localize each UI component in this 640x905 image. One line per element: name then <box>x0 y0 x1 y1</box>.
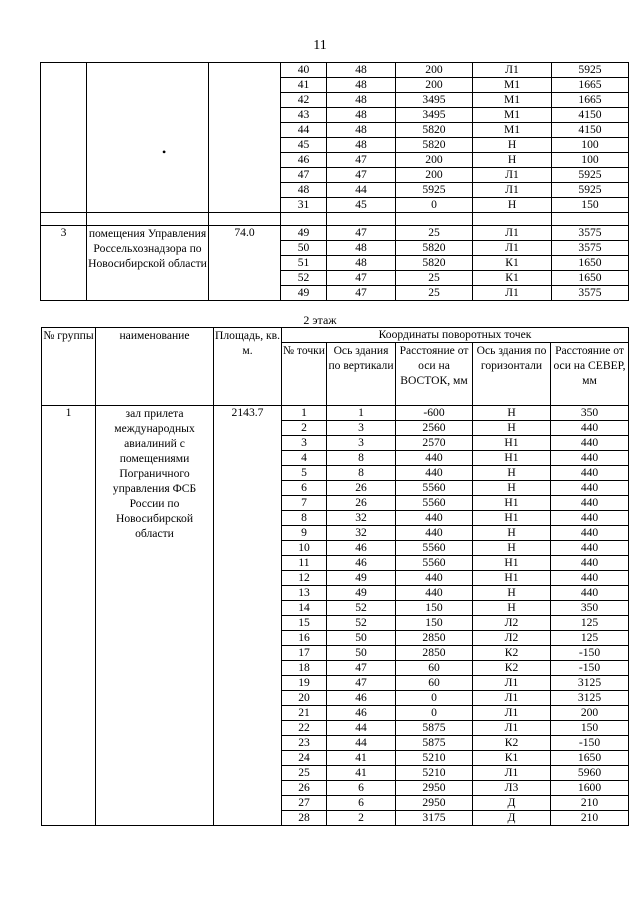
name-cell <box>87 63 209 213</box>
vertical-axis-cell: 3 <box>327 436 396 451</box>
horizontal-axis-cell: Л1 <box>473 183 552 198</box>
north-distance-cell: 440 <box>551 571 629 586</box>
group-number: 3 <box>41 226 87 301</box>
horizontal-axis-cell: М1 <box>473 93 552 108</box>
horizontal-axis-cell: Л3 <box>473 781 551 796</box>
horizontal-axis-cell: Л1 <box>473 676 551 691</box>
east-distance-cell: 3495 <box>396 93 473 108</box>
north-distance-cell: -150 <box>551 646 629 661</box>
north-distance-cell: 440 <box>551 451 629 466</box>
horizontal-axis-cell: Н <box>473 466 551 481</box>
east-distance-cell: 2850 <box>396 631 473 646</box>
east-distance-cell: 3175 <box>396 811 473 826</box>
vertical-axis-cell: 50 <box>327 646 396 661</box>
vertical-axis-cell: 26 <box>327 481 396 496</box>
point-num-cell: 25 <box>282 766 327 781</box>
point-num-cell: 45 <box>281 138 327 153</box>
east-distance-cell: 0 <box>396 198 473 213</box>
north-distance-cell: 5925 <box>552 168 629 183</box>
north-distance-cell: 440 <box>551 526 629 541</box>
north-distance-cell: 210 <box>551 811 629 826</box>
vertical-axis-cell: 47 <box>327 168 396 183</box>
vertical-axis-cell: 47 <box>327 676 396 691</box>
east-distance-cell: 5820 <box>396 123 473 138</box>
horizontal-axis-cell: Л1 <box>473 168 552 183</box>
east-distance-cell: 0 <box>396 691 473 706</box>
point-num-cell: 3 <box>282 436 327 451</box>
vertical-axis-cell: 46 <box>327 706 396 721</box>
header-group-num: № группы <box>42 328 96 406</box>
east-distance-cell: 25 <box>396 286 473 301</box>
point-num-cell: 7 <box>282 496 327 511</box>
horizontal-axis-cell: Н1 <box>473 511 551 526</box>
east-distance-cell: 2850 <box>396 646 473 661</box>
vertical-axis-cell: 41 <box>327 751 396 766</box>
vertical-axis-cell: 47 <box>327 286 396 301</box>
point-num-cell: 12 <box>282 571 327 586</box>
vertical-axis-cell: 1 <box>327 406 396 421</box>
horizontal-axis-cell: К2 <box>473 736 551 751</box>
point-num-cell: 44 <box>281 123 327 138</box>
point-num-cell: 27 <box>282 796 327 811</box>
vertical-axis-cell: 48 <box>327 241 396 256</box>
east-distance-cell: 0 <box>396 706 473 721</box>
north-distance-cell: 440 <box>551 496 629 511</box>
north-distance-cell: 4150 <box>552 108 629 123</box>
north-distance-cell: 3125 <box>551 676 629 691</box>
point-num-cell: 31 <box>281 198 327 213</box>
east-distance-cell: 440 <box>396 586 473 601</box>
horizontal-axis-cell: Л2 <box>473 616 551 631</box>
point-num-cell: 42 <box>281 93 327 108</box>
horizontal-axis-cell: Н1 <box>473 436 551 451</box>
vertical-axis-cell: 47 <box>327 226 396 241</box>
table-row <box>41 63 629 78</box>
point-num-cell: 43 <box>281 108 327 123</box>
horizontal-axis-cell: Н <box>473 153 552 168</box>
vertical-axis-cell: 32 <box>327 511 396 526</box>
point-num-cell: 6 <box>282 481 327 496</box>
vertical-axis-cell: 48 <box>327 93 396 108</box>
horizontal-axis-cell: К1 <box>473 751 551 766</box>
table-row <box>42 406 629 421</box>
point-num-cell: 48 <box>281 183 327 198</box>
vertical-axis-cell: 8 <box>327 451 396 466</box>
point-num-cell: 51 <box>281 256 327 271</box>
horizontal-axis-cell: Л1 <box>473 721 551 736</box>
vertical-axis-cell: 26 <box>327 496 396 511</box>
horizontal-axis-cell: Л1 <box>473 226 552 241</box>
east-distance-cell: 25 <box>396 226 473 241</box>
north-distance-cell: 440 <box>551 466 629 481</box>
vertical-axis-cell: 48 <box>327 63 396 78</box>
group-name: зал прилета международных авиалиний с помещениями Пограничного управления ФСБ России по Новосибирской области <box>96 406 214 826</box>
point-num-cell: 18 <box>282 661 327 676</box>
horizontal-axis-cell: М1 <box>473 108 552 123</box>
point-num-cell: 21 <box>282 706 327 721</box>
horizontal-axis-cell: Л1 <box>473 766 551 781</box>
east-distance-cell: 5925 <box>396 183 473 198</box>
horizontal-axis-cell: К2 <box>473 646 551 661</box>
horizontal-axis-cell: Н <box>473 481 551 496</box>
floor-2-table <box>41 327 629 826</box>
group-area: 74.0 <box>209 226 281 301</box>
area-cell <box>209 63 281 213</box>
horizontal-axis-cell: Н1 <box>473 556 551 571</box>
horizontal-axis-cell: К2 <box>473 661 551 676</box>
horizontal-axis-cell: Д <box>473 811 551 826</box>
east-distance-cell: 440 <box>396 451 473 466</box>
north-distance-cell: 3575 <box>552 241 629 256</box>
point-num-cell: 11 <box>282 556 327 571</box>
north-distance-cell: 4150 <box>552 123 629 138</box>
east-distance-cell: 5560 <box>396 496 473 511</box>
point-num-cell: 41 <box>281 78 327 93</box>
east-distance-cell: 200 <box>396 168 473 183</box>
vertical-axis-cell: 52 <box>327 601 396 616</box>
east-distance-cell: 25 <box>396 271 473 286</box>
point-num-cell: 40 <box>281 63 327 78</box>
east-distance-cell: 5875 <box>396 736 473 751</box>
vertical-axis-cell: 47 <box>327 661 396 676</box>
horizontal-axis-cell: Н <box>473 198 552 213</box>
east-distance-cell: 150 <box>396 616 473 631</box>
north-distance-cell: 5925 <box>552 63 629 78</box>
horizontal-axis-cell: Н <box>473 541 551 556</box>
east-distance-cell: -600 <box>396 406 473 421</box>
north-distance-cell: 1665 <box>552 78 629 93</box>
vertical-axis-cell: 44 <box>327 736 396 751</box>
header-north-distance: Расстояние от оси на СЕВЕР, мм <box>551 343 629 406</box>
vertical-axis-cell: 44 <box>327 721 396 736</box>
north-distance-cell: 5960 <box>551 766 629 781</box>
horizontal-axis-cell: Д <box>473 796 551 811</box>
north-distance-cell: 3575 <box>552 286 629 301</box>
east-distance-cell: 440 <box>396 571 473 586</box>
point-num-cell: 9 <box>282 526 327 541</box>
vertical-axis-cell: 41 <box>327 766 396 781</box>
horizontal-axis-cell: Л2 <box>473 631 551 646</box>
point-num-cell: 19 <box>282 676 327 691</box>
group-number: 1 <box>42 406 96 826</box>
horizontal-axis-cell: Н1 <box>473 571 551 586</box>
north-distance-cell: 100 <box>552 153 629 168</box>
east-distance-cell: 150 <box>396 601 473 616</box>
east-distance-cell: 5560 <box>396 481 473 496</box>
east-distance-cell: 2570 <box>396 436 473 451</box>
point-num-cell: 1 <box>282 406 327 421</box>
east-distance-cell: 60 <box>396 661 473 676</box>
point-num-cell: 52 <box>281 271 327 286</box>
group-name: помещения Управления Россельхознадзора по Новосибирской области <box>87 226 209 301</box>
horizontal-axis-cell: Н <box>473 138 552 153</box>
north-distance-cell: 125 <box>551 631 629 646</box>
east-distance-cell: 2950 <box>396 781 473 796</box>
horizontal-axis-cell: Н <box>473 421 551 436</box>
group-area: 2143.7 <box>214 406 282 826</box>
east-distance-cell: 440 <box>396 466 473 481</box>
north-distance-cell: -150 <box>551 661 629 676</box>
point-num-cell: 4 <box>282 451 327 466</box>
vertical-axis-cell: 48 <box>327 78 396 93</box>
point-num-cell: 47 <box>281 168 327 183</box>
horizontal-axis-cell: Н <box>473 526 551 541</box>
header-area: Площадь, кв. м. <box>214 328 282 406</box>
north-distance-cell: 210 <box>551 796 629 811</box>
horizontal-axis-cell: Л1 <box>473 63 552 78</box>
point-num-cell: 49 <box>281 286 327 301</box>
point-num-cell: 22 <box>282 721 327 736</box>
header-coords: Координаты поворотных точек <box>282 328 629 343</box>
vertical-axis-cell: 2 <box>327 811 396 826</box>
point-num-cell: 13 <box>282 586 327 601</box>
east-distance-cell: 5210 <box>396 766 473 781</box>
east-distance-cell: 2560 <box>396 421 473 436</box>
north-distance-cell: 440 <box>551 511 629 526</box>
top-table <box>40 62 629 301</box>
point-num-cell: 10 <box>282 541 327 556</box>
north-distance-cell: 440 <box>551 481 629 496</box>
vertical-axis-cell: 3 <box>327 421 396 436</box>
vertical-axis-cell: 48 <box>327 123 396 138</box>
north-distance-cell: 1665 <box>552 93 629 108</box>
north-distance-cell: 3125 <box>551 691 629 706</box>
horizontal-axis-cell: М1 <box>473 78 552 93</box>
east-distance-cell: 440 <box>396 511 473 526</box>
north-distance-cell: 5925 <box>552 183 629 198</box>
header-horizontal-axis: Ось здания по горизонтали <box>473 343 551 406</box>
north-distance-cell: 440 <box>551 586 629 601</box>
point-num-cell: 28 <box>282 811 327 826</box>
group-cell <box>41 63 87 213</box>
point-num-cell: 50 <box>281 241 327 256</box>
east-distance-cell: 5560 <box>396 541 473 556</box>
horizontal-axis-cell: К1 <box>473 271 552 286</box>
horizontal-axis-cell: Н <box>473 586 551 601</box>
east-distance-cell: 200 <box>396 78 473 93</box>
vertical-axis-cell: 8 <box>327 466 396 481</box>
north-distance-cell: 3575 <box>552 226 629 241</box>
point-num-cell: 46 <box>281 153 327 168</box>
north-distance-cell: 150 <box>551 721 629 736</box>
north-distance-cell: 440 <box>551 556 629 571</box>
horizontal-axis-cell: Н1 <box>473 496 551 511</box>
vertical-axis-cell: 47 <box>327 153 396 168</box>
north-distance-cell: 100 <box>552 138 629 153</box>
north-distance-cell: 350 <box>551 406 629 421</box>
vertical-axis-cell: 48 <box>327 138 396 153</box>
floor-title: 2 этаж <box>303 313 337 327</box>
north-distance-cell: 200 <box>551 706 629 721</box>
north-distance-cell: 1600 <box>551 781 629 796</box>
point-num-cell: 17 <box>282 646 327 661</box>
horizontal-axis-cell: Н1 <box>473 451 551 466</box>
header-east-distance: Расстояние от оси на ВОСТОК, мм <box>396 343 473 406</box>
vertical-axis-cell: 44 <box>327 183 396 198</box>
east-distance-cell: 5820 <box>396 256 473 271</box>
header-vertical-axis: Ось здания по вертикали <box>327 343 396 406</box>
point-num-cell: 20 <box>282 691 327 706</box>
horizontal-axis-cell: Н <box>473 601 551 616</box>
vertical-axis-cell: 32 <box>327 526 396 541</box>
east-distance-cell: 5820 <box>396 138 473 153</box>
vertical-axis-cell: 48 <box>327 256 396 271</box>
point-num-cell: 16 <box>282 631 327 646</box>
separator-cell <box>41 213 87 226</box>
vertical-axis-cell: 49 <box>327 586 396 601</box>
horizontal-axis-cell: Л1 <box>473 241 552 256</box>
vertical-axis-cell: 6 <box>327 781 396 796</box>
vertical-axis-cell: 46 <box>327 541 396 556</box>
north-distance-cell: 125 <box>551 616 629 631</box>
east-distance-cell: 3495 <box>396 108 473 123</box>
vertical-axis-cell: 6 <box>327 796 396 811</box>
east-distance-cell: 5820 <box>396 241 473 256</box>
north-distance-cell: 350 <box>551 601 629 616</box>
point-num-cell: 2 <box>282 421 327 436</box>
marker-dot: • <box>162 145 167 159</box>
east-distance-cell: 200 <box>396 153 473 168</box>
east-distance-cell: 60 <box>396 676 473 691</box>
vertical-axis-cell: 52 <box>327 616 396 631</box>
north-distance-cell: 1650 <box>551 751 629 766</box>
north-distance-cell: 440 <box>551 421 629 436</box>
horizontal-axis-cell: Л1 <box>473 286 552 301</box>
horizontal-axis-cell: К1 <box>473 256 552 271</box>
north-distance-cell: 1650 <box>552 256 629 271</box>
point-num-cell: 49 <box>281 226 327 241</box>
point-num-cell: 26 <box>282 781 327 796</box>
header-name: наименование <box>96 328 214 406</box>
horizontal-axis-cell: М1 <box>473 123 552 138</box>
east-distance-cell: 5875 <box>396 721 473 736</box>
horizontal-axis-cell: Л1 <box>473 706 551 721</box>
north-distance-cell: 1650 <box>552 271 629 286</box>
north-distance-cell: 150 <box>552 198 629 213</box>
point-num-cell: 15 <box>282 616 327 631</box>
vertical-axis-cell: 50 <box>327 631 396 646</box>
east-distance-cell: 5210 <box>396 751 473 766</box>
vertical-axis-cell: 47 <box>327 271 396 286</box>
point-num-cell: 5 <box>282 466 327 481</box>
north-distance-cell: 440 <box>551 541 629 556</box>
east-distance-cell: 2950 <box>396 796 473 811</box>
north-distance-cell: -150 <box>551 736 629 751</box>
east-distance-cell: 200 <box>396 63 473 78</box>
vertical-axis-cell: 46 <box>327 556 396 571</box>
vertical-axis-cell: 45 <box>327 198 396 213</box>
page-number: 11 <box>313 38 327 53</box>
north-distance-cell: 440 <box>551 436 629 451</box>
east-distance-cell: 5560 <box>396 556 473 571</box>
point-num-cell: 23 <box>282 736 327 751</box>
vertical-axis-cell: 49 <box>327 571 396 586</box>
point-num-cell: 24 <box>282 751 327 766</box>
point-num-cell: 8 <box>282 511 327 526</box>
horizontal-axis-cell: Л1 <box>473 691 551 706</box>
vertical-axis-cell: 48 <box>327 108 396 123</box>
header-point-num: № точки <box>282 343 327 406</box>
table-row <box>41 226 629 241</box>
vertical-axis-cell: 46 <box>327 691 396 706</box>
point-num-cell: 14 <box>282 601 327 616</box>
east-distance-cell: 440 <box>396 526 473 541</box>
horizontal-axis-cell: Н <box>473 406 551 421</box>
